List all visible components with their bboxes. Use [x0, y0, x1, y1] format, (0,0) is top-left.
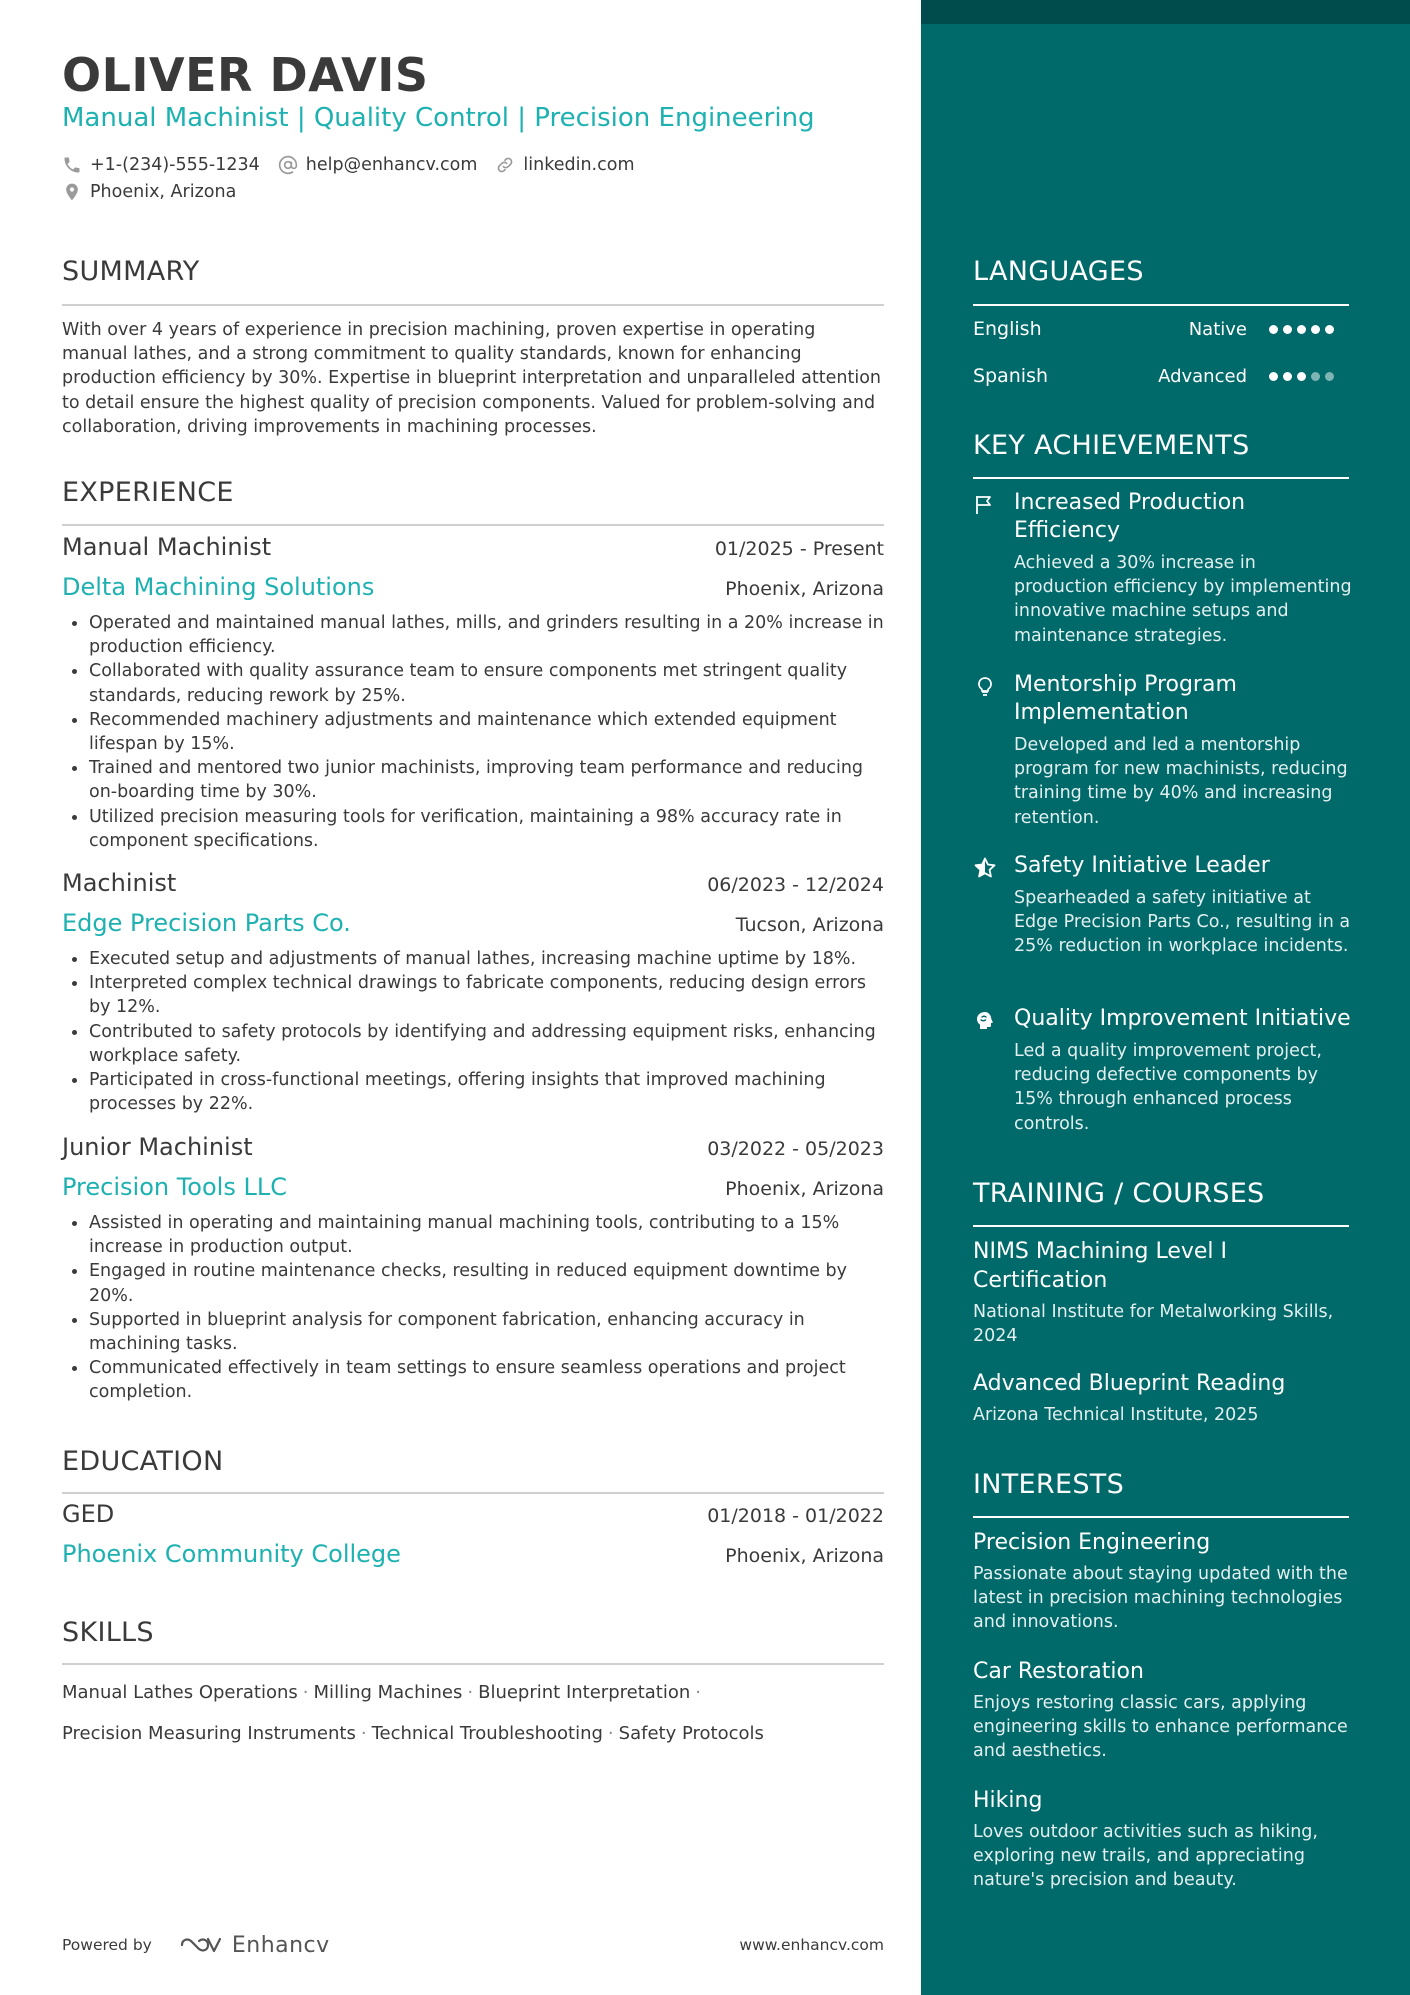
skill-item: Safety Protocols: [618, 1723, 764, 1744]
achievement-desc: Developed and led a mentorship program for new machinists, reducing training time by 40% and increasing retention.: [1014, 735, 1348, 828]
interests-heading: INTERESTS: [973, 1469, 1125, 1500]
summary-text: With over 4 years of experience in precision machining, proven expertise in operating manual lathes, and a strong commitment to quality standards, known for enhancing production efficiency by 30%. Expertise in blueprint interpretation and unparalleled attention to detail ensure the highest quality of precision components. Valued for problem-solving and collaboration, driving improvements in machining processes.: [62, 320, 881, 437]
summary-divider: [62, 304, 884, 306]
school-name[interactable]: Phoenix Community College: [62, 1540, 401, 1568]
achievement-title: Safety Initiative Leader: [1014, 853, 1270, 878]
interest-title: Car Restoration: [973, 1659, 1144, 1684]
job-bullets: [62, 947, 884, 1116]
star-icon: [973, 856, 997, 880]
flag-icon: [973, 493, 997, 517]
achievement-desc: Spearheaded a safety initiative at Edge Precision Parts Co., resulting in a 25% reduction in workplace incidents.: [1014, 888, 1351, 957]
job-location: Tucson, Arizona: [735, 914, 884, 936]
contact-info: [62, 151, 882, 205]
candidate-name: OLIVER DAVIS: [62, 48, 429, 102]
rating-dot: [1283, 325, 1292, 334]
language-row: [973, 361, 1349, 391]
achievement-item: [973, 671, 1353, 830]
link-icon: [495, 155, 515, 175]
achievement-item: [973, 489, 1353, 648]
skills-heading: SKILLS: [62, 1617, 154, 1648]
bullet-item: Executed setup and adjustments of manual lathes, increasing machine uptime by 18%.: [62, 947, 884, 971]
footer: [62, 1925, 884, 1965]
interest-item: [973, 1786, 1349, 1893]
lightbulb-icon: [973, 675, 997, 699]
at-icon: [278, 155, 298, 175]
education-entry: [62, 1500, 884, 1578]
job-date: 03/2022 - 05/2023: [707, 1138, 884, 1160]
company-name[interactable]: Precision Tools LLC: [62, 1173, 287, 1201]
linkedin-text: linkedin.com: [523, 154, 635, 175]
bullet-item: Trained and mentored two junior machinists, improving team performance and reducing on-boarding time by 30%.: [62, 756, 884, 804]
interest-title: Hiking: [973, 1788, 1043, 1813]
bullet-item: Interpreted complex technical drawings to fabricate components, reducing design errors by 12%.: [62, 971, 884, 1019]
course-desc: National Institute for Metalworking Skills, 2024: [973, 1302, 1334, 1347]
job-title: Manual Machinist: [62, 533, 272, 561]
job-bullets: [62, 1211, 884, 1405]
language-level: Native: [1188, 318, 1247, 340]
candidate-headline: Manual Machinist | Quality Control | Precision Engineering: [62, 103, 815, 133]
language-level: Advanced: [1158, 365, 1247, 387]
phone-icon: [62, 155, 82, 175]
contact-email[interactable]: [278, 155, 478, 175]
course-item: [973, 1369, 1349, 1427]
bullet-item: Participated in cross-functional meetings, offering insights that improved machining processes by 22%.: [62, 1068, 884, 1116]
job-title: Junior Machinist: [62, 1133, 253, 1161]
languages-heading: LANGUAGES: [973, 256, 1144, 287]
bullet-item: Collaborated with quality assurance team to ensure components met stringent quality standards, reducing rework by 25%.: [62, 659, 884, 707]
rating-dot: [1283, 372, 1292, 381]
powered-by[interactable]: [62, 1933, 330, 1958]
bullet-item: Communicated effectively in team settings to ensure seamless operations and project completion.: [62, 1356, 884, 1404]
interest-desc: Passionate about staying updated with the latest in precision machining technologies and innovations.: [973, 1564, 1348, 1633]
skills-list: Manual Lathes Operations · Milling Machines · Blueprint Interpretation · Precision Measuring Instruments · Technical Troubleshooting · Safety Protocols: [62, 1682, 764, 1744]
summary-heading: SUMMARY: [62, 256, 200, 287]
achievements-heading: KEY ACHIEVEMENTS: [973, 430, 1250, 461]
language-row: [973, 314, 1349, 344]
interests-divider: [973, 1516, 1349, 1518]
brain-icon: [973, 1009, 997, 1033]
rating-dot: [1311, 325, 1320, 334]
skill-item: Precision Measuring Instruments: [62, 1723, 356, 1744]
bullet-item: Engaged in routine maintenance checks, resulting in reduced equipment downtime by 20%.: [62, 1259, 884, 1307]
course-desc: Arizona Technical Institute, 2025: [973, 1405, 1259, 1425]
interest-title: Precision Engineering: [973, 1530, 1211, 1555]
achievement-desc: Led a quality improvement project, reducing defective components by 15% through enhanced process controls.: [1014, 1041, 1322, 1134]
contact-linkedin[interactable]: [495, 155, 634, 175]
company-name[interactable]: Delta Machining Solutions: [62, 573, 375, 601]
experience-entry: [62, 533, 884, 853]
languages-divider: [973, 304, 1349, 306]
bullet-item: Utilized precision measuring tools for verification, maintaining a 98% accuracy rate in component specifications.: [62, 805, 884, 853]
education-location: Phoenix, Arizona: [725, 1545, 884, 1567]
degree-title: GED: [62, 1500, 115, 1528]
course-title: NIMS Machining Level I Certification: [973, 1239, 1228, 1293]
powered-by-label: Powered by: [62, 1936, 152, 1954]
interest-desc: Enjoys restoring classic cars, applying engineering skills to enhance performance and aesthetics.: [973, 1693, 1348, 1762]
job-date: 01/2025 - Present: [714, 538, 884, 560]
job-title: Machinist: [62, 869, 177, 897]
education-divider: [62, 1492, 884, 1494]
interest-desc: Loves outdoor activities such as hiking, exploring new trails, and appreciating nature's precision and beauty.: [973, 1822, 1318, 1891]
rating-dot: [1269, 325, 1278, 334]
bullet-item: Assisted in operating and maintaining manual machining tools, contributing to a 15% increase in production output.: [62, 1211, 884, 1259]
job-bullets: [62, 611, 884, 853]
achievements-divider: [973, 477, 1349, 479]
skill-item: Technical Troubleshooting: [371, 1723, 603, 1744]
language-name: English: [973, 318, 1042, 340]
language-rating: [1269, 325, 1334, 334]
interest-item: [973, 1657, 1349, 1764]
location-text: Phoenix, Arizona: [90, 181, 237, 202]
email-text: help@enhancv.com: [305, 154, 478, 175]
experience-entry: [62, 869, 884, 1116]
skill-item: Blueprint Interpretation: [478, 1682, 691, 1703]
skill-item: Milling Machines: [313, 1682, 463, 1703]
achievement-title: Quality Improvement Initiative: [1014, 1006, 1351, 1031]
course-item: [973, 1237, 1349, 1348]
education-heading: EDUCATION: [62, 1446, 224, 1477]
training-heading: TRAINING / COURSES: [973, 1178, 1265, 1209]
rating-dot: [1297, 372, 1306, 381]
phone-text: +1-(234)-555-1234: [90, 154, 260, 175]
experience-divider: [62, 524, 884, 526]
bullet-item: Operated and maintained manual lathes, mills, and grinders resulting in a 20% increase in production efficiency.: [62, 611, 884, 659]
rating-dot: [1325, 325, 1334, 334]
enhancv-logo-icon: [178, 1933, 224, 1957]
achievement-title: Mentorship Program Implementation: [1014, 672, 1237, 725]
skills-divider: [62, 1663, 884, 1665]
job-location: Phoenix, Arizona: [725, 578, 884, 600]
language-name: Spanish: [973, 365, 1049, 387]
bullet-item: Supported in blueprint analysis for component fabrication, enhancing accuracy in machining tasks.: [62, 1308, 884, 1356]
job-location: Phoenix, Arizona: [725, 1178, 884, 1200]
rating-dot: [1297, 325, 1306, 334]
achievement-item: [973, 852, 1353, 959]
contact-location: [62, 182, 236, 202]
bullet-item: Contributed to safety protocols by identifying and addressing equipment risks, enhancing workplace safety.: [62, 1020, 884, 1068]
footer-url[interactable]: www.enhancv.com: [739, 1936, 884, 1954]
rating-dot: [1325, 372, 1334, 381]
sidebar-top-band: [921, 0, 1410, 24]
training-divider: [973, 1225, 1349, 1227]
job-date: 06/2023 - 12/2024: [707, 874, 884, 896]
interest-item: [973, 1528, 1349, 1635]
bullet-item: Recommended machinery adjustments and maintenance which extended equipment lifespan by 15%.: [62, 708, 884, 756]
achievement-title: Increased Production Efficiency: [1014, 490, 1246, 543]
location-pin-icon: [62, 182, 82, 202]
company-name[interactable]: Edge Precision Parts Co.: [62, 909, 351, 937]
experience-entry: [62, 1133, 884, 1405]
experience-heading: EXPERIENCE: [62, 477, 234, 508]
achievement-item: [973, 1005, 1353, 1136]
contact-phone[interactable]: [62, 155, 260, 175]
course-title: Advanced Blueprint Reading: [973, 1371, 1286, 1396]
skill-item: Manual Lathes Operations: [62, 1682, 298, 1703]
brand-name: Enhancv: [231, 1932, 330, 1958]
rating-dot: [1311, 372, 1320, 381]
achievement-desc: Achieved a 30% increase in production efficiency by implementing innovative machine setups and maintenance strategies.: [1014, 553, 1352, 646]
rating-dot: [1269, 372, 1278, 381]
language-rating: [1269, 372, 1334, 381]
education-date: 01/2018 - 01/2022: [707, 1505, 884, 1527]
